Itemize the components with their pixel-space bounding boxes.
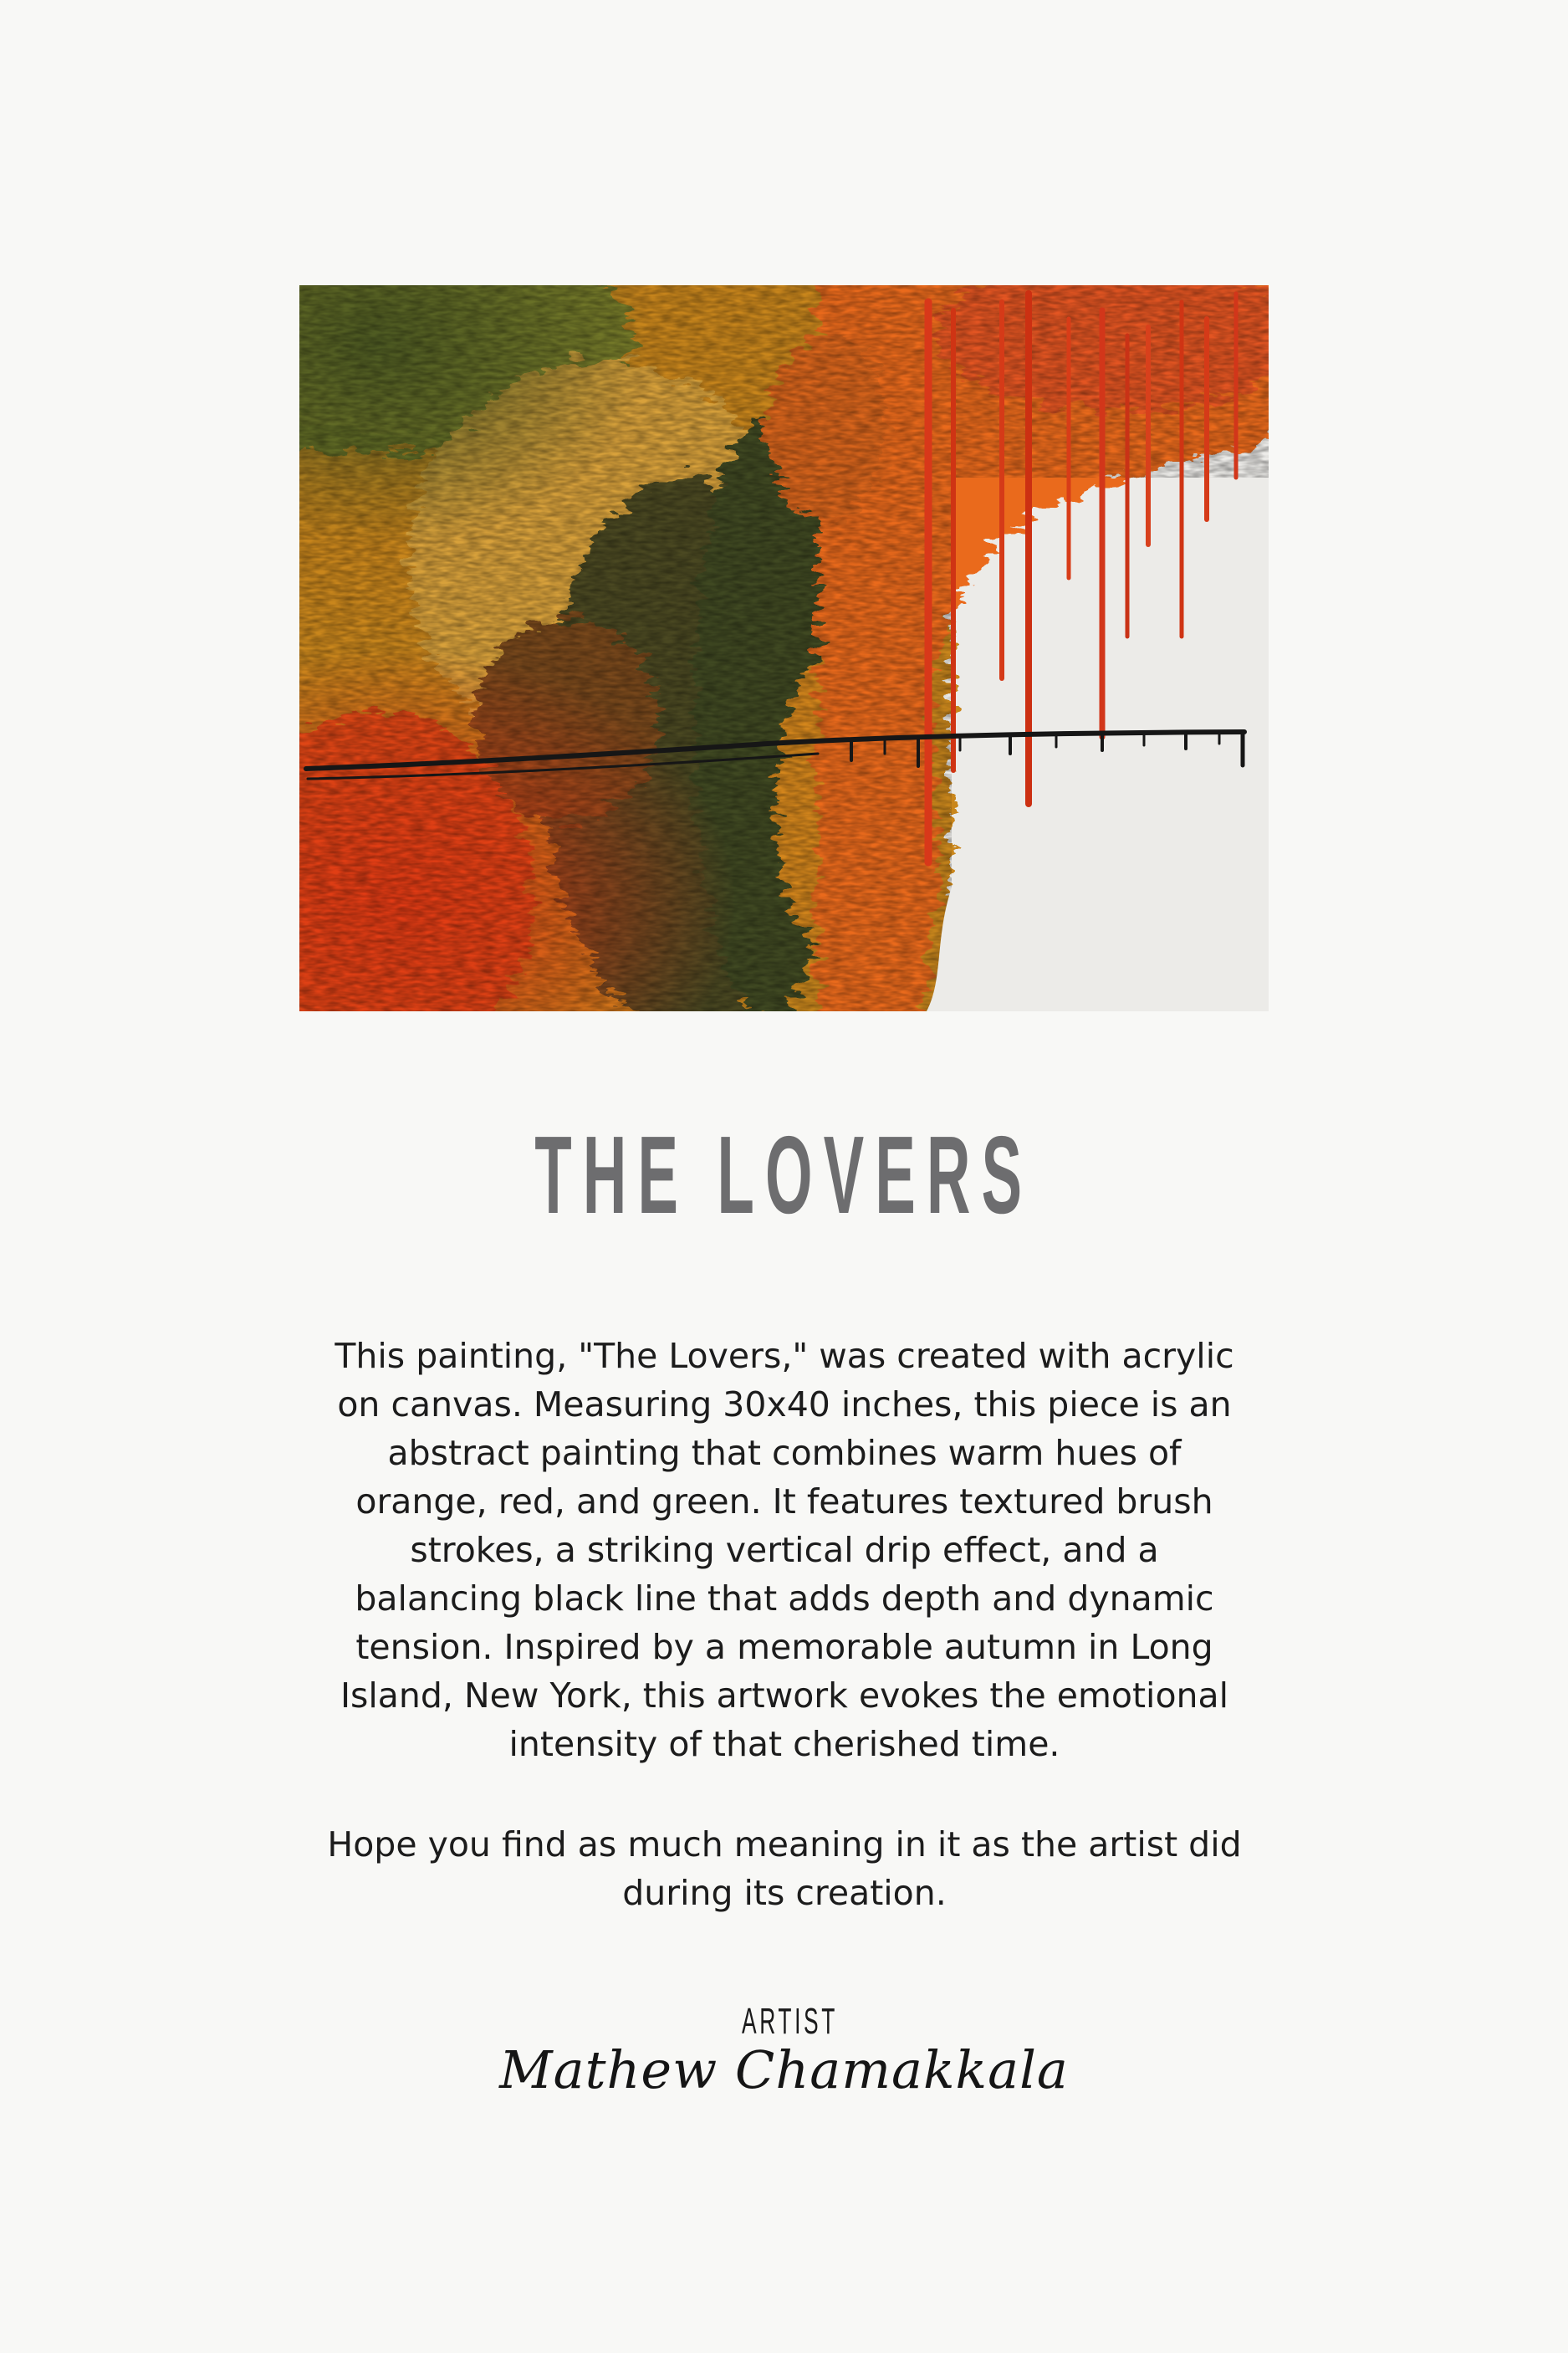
artist-label: ARTIST [742,2001,838,2042]
painting-image [299,285,1269,1011]
artwork-title: THE LOVERS [534,1113,1034,1236]
artwork-description: This painting, "The Lovers," was created with acrylic on canvas. Measuring 30x40 inches, this piece is an abstract painting that combines warm hues of orange, red, and green. It features textured brush strokes, a striking vertical drip effect, and a balancing black line that adds depth and dynamic tension. Inspired by a memorable autumn in Long Island, New York, this artwork evokes the emotional intensity of that cherished time. [335,1336,1234,1764]
closing-note: Hope you find as much meaning in it as the artist did during its creation. [327,1824,1242,1913]
painting-artwork [299,285,1269,1011]
artist-signature: Mathew Chamakkala [499,2039,1069,2100]
